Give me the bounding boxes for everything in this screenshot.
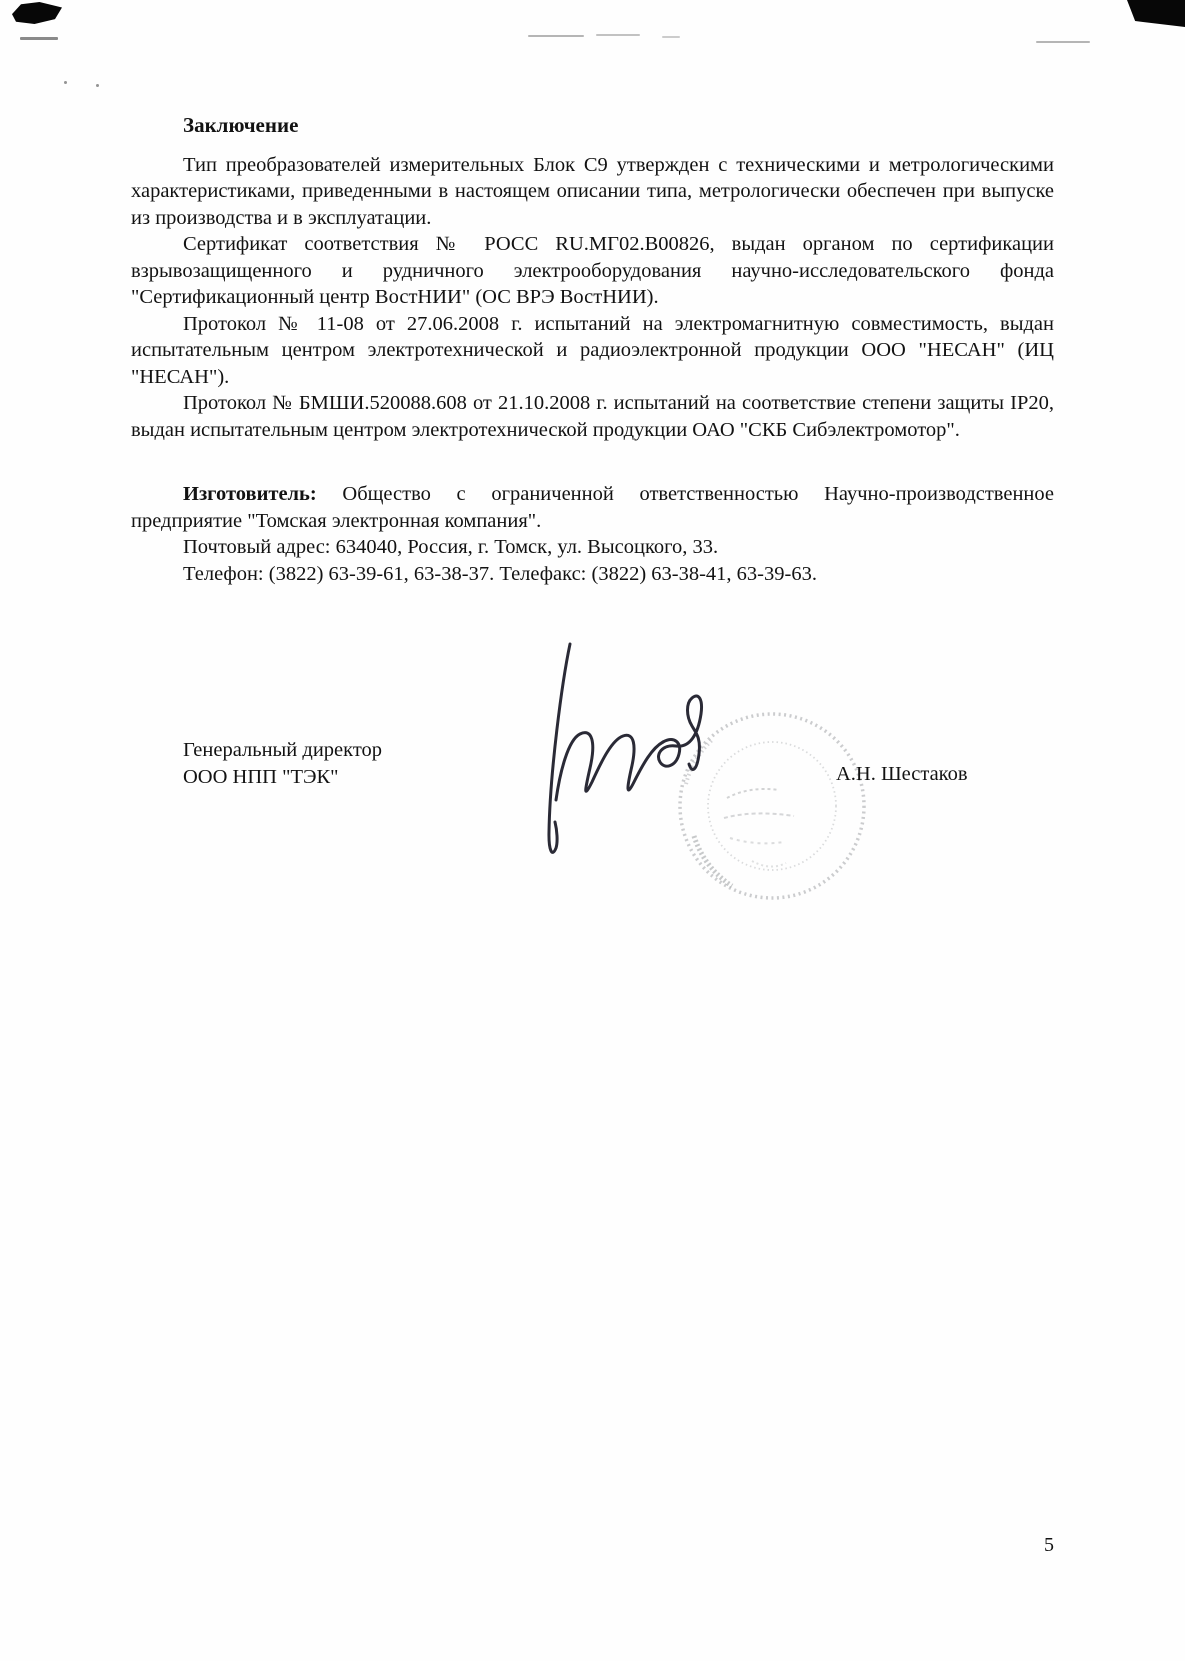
paragraph-protocol-emc: Протокол № 11-08 от 27.06.2008 г. испытаний на электромагнитную совместимость, выдан испытательным центром электротехнической и радиоэлектронной продукции ООО "НЕСАН" (ИЦ "НЕСАН"). <box>131 312 1054 388</box>
scan-artifact-dot <box>64 81 67 84</box>
paragraph-type-approval: Тип преобразователей измерительных Блок С9 утвержден с техническими и метрологическими характеристиками, приведенными в настоящем описании типа, метрологически обеспечен при выпуске из производства и в эксплуатации. <box>131 153 1054 229</box>
signer-name: А.Н. Шестаков <box>836 763 968 785</box>
scan-artifact-dash <box>20 37 58 40</box>
phone-line: Телефон: (3822) 63-39-61, 63-38-37. Телефакс: (3822) 63-38-41, 63-39-63. <box>183 562 817 585</box>
scan-artifact-top-left <box>12 2 62 24</box>
paragraph-gap <box>131 443 1054 481</box>
manufacturer-paragraph <box>131 481 1054 534</box>
paragraph-certificate: Сертификат соответствия № РОСС RU.МГ02.В00826, выдан органом по сертификации взрывозащищенного и рудничного электрооборудования научно-исследовательского фонда "Сертификационный центр ВостНИИ" (ОС ВРЭ ВостНИИ). <box>131 233 1054 308</box>
signatory-title-line2: ООО НПП "ТЭК" <box>183 765 339 788</box>
scan-artifact-dash <box>662 36 680 38</box>
scan-artifact-dot <box>96 84 99 87</box>
scan-artifact-dash <box>1036 41 1090 43</box>
scan-artifact-top-right <box>1127 0 1185 27</box>
paragraph-protocol-ip20: Протокол № БМШИ.520088.608 от 21.10.2008 г. испытаний на соответствие степени защиты IP20, выдан испытательным центром электротехнической продукции ОАО "СКБ Сибэлектромотор". <box>131 392 1054 441</box>
page-number: 5 <box>1044 1534 1054 1556</box>
manufacturer-text: Общество с ограниченной ответственностью Научно-производственное предприятие "Томская электронная компания". <box>131 483 1055 532</box>
section-heading: Заключение <box>183 113 299 137</box>
signatory-title-line1: Генеральный директор <box>183 739 383 761</box>
address-line: Почтовый адрес: 634040, Россия, г. Томск, ул. Высоцкого, 33. <box>183 536 719 558</box>
signatory-title <box>183 737 382 790</box>
document-body <box>131 112 1054 587</box>
handwritten-signature <box>500 622 730 872</box>
manufacturer-label: Изготовитель: <box>183 483 317 505</box>
scan-artifact-dash <box>528 35 584 37</box>
scan-artifact-dash <box>596 34 640 36</box>
